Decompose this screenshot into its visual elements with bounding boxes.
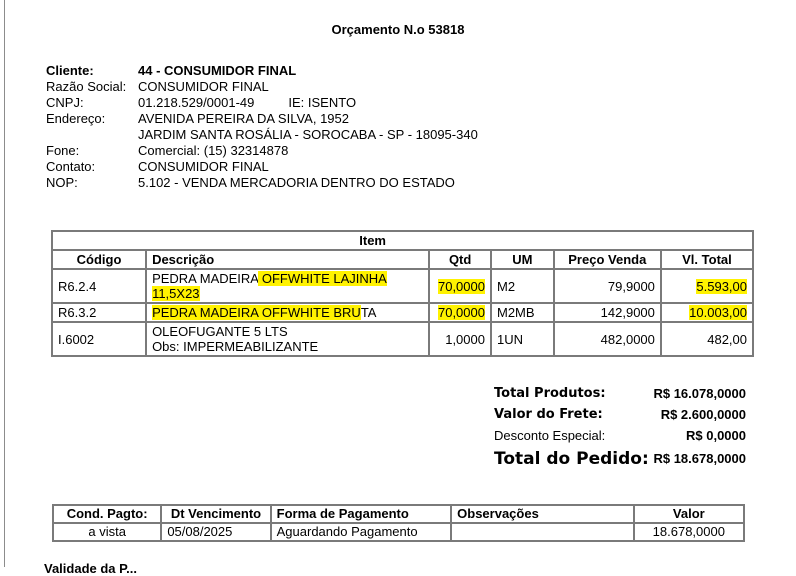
qtd-highlight: 70,0000 — [437, 278, 485, 294]
desc-highlight: 11,5X23 — [152, 286, 200, 301]
valor-frete-label: Valor do Frete: — [494, 407, 603, 422]
total-highlight: 10.003,00 — [689, 305, 747, 320]
items-section-title: Item — [52, 231, 753, 250]
desconto-label: Desconto Especial: — [494, 428, 606, 443]
total-pedido-row — [494, 446, 746, 472]
client-row-nop — [46, 175, 478, 191]
endereco-2-value: JARDIM SANTA ROSÁLIA - SOROCABA - SP - 18095-340 — [138, 127, 478, 142]
validade-label: Validade da P... — [44, 561, 137, 576]
ie-value: IE: ISENTO — [288, 95, 357, 110]
table-row — [52, 269, 753, 303]
payment-table — [52, 504, 745, 542]
fone-label: Fone: — [46, 143, 80, 158]
contato-value: CONSUMIDOR FINAL — [138, 159, 269, 174]
page-left-border — [4, 0, 5, 567]
client-row-razao-social — [46, 79, 478, 95]
desconto-value: R$ 0,0000 — [686, 428, 746, 443]
desconto-row — [494, 425, 746, 446]
endereco-2-label — [46, 127, 138, 143]
col-forma-pagamento: Forma de Pagamento — [271, 505, 452, 523]
total-produtos-label: Total Produtos: — [494, 386, 606, 401]
cell-preco: 79,9000 — [554, 269, 661, 303]
total-highlight: 5.593,00 — [696, 278, 747, 294]
cell-um: M2 — [491, 269, 554, 303]
items-table — [51, 230, 754, 357]
col-descricao: Descrição — [146, 250, 429, 269]
desc-highlight: PEDRA MADEIRA OFFWHITE BRU — [152, 305, 361, 320]
col-cond-pagto: Cond. Pagto: — [53, 505, 161, 523]
table-row — [52, 303, 753, 322]
document-title: Orçamento N.o 53818 — [331, 22, 465, 37]
desc-highlight: OFFWHITE LAJINHA — [258, 271, 387, 286]
desc-obs: Obs: IMPERMEABILIZANTE — [152, 339, 319, 354]
col-vl-total: Vl. Total — [661, 250, 753, 269]
qtd-highlight: 70,0000 — [437, 305, 485, 320]
cell-descricao — [146, 269, 429, 303]
cell-forma-pagamento: Aguardando Pagamento — [271, 523, 452, 541]
cell-codigo: R6.3.2 — [52, 303, 146, 322]
client-info — [46, 63, 478, 191]
client-value: 44 - CONSUMIDOR FINAL — [138, 63, 297, 78]
cell-qtd — [429, 269, 491, 303]
cell-preco: 142,9000 — [554, 303, 661, 322]
col-qtd: Qtd — [429, 250, 491, 269]
cell-um: M2MB — [491, 303, 554, 322]
cell-preco: 482,0000 — [554, 322, 661, 356]
cell-observacoes — [451, 523, 634, 541]
cell-codigo: R6.2.4 — [52, 269, 146, 303]
col-codigo: Código — [52, 250, 146, 269]
client-row-endereco-2 — [46, 127, 478, 143]
cell-dt-vencimento: 05/08/2025 — [161, 523, 270, 541]
items-section-header — [52, 231, 753, 250]
cell-qtd — [429, 303, 491, 322]
items-column-headers — [52, 250, 753, 269]
col-preco-venda: Preço Venda — [554, 250, 661, 269]
totals-block — [494, 383, 746, 472]
col-valor: Valor — [634, 505, 744, 523]
cell-cond-pagto: a vista — [53, 523, 161, 541]
cnpj-value: 01.218.529/0001-49 — [138, 95, 255, 110]
total-pedido-value: R$ 18.678,0000 — [653, 451, 746, 466]
cell-descricao — [146, 322, 429, 356]
client-row-fone — [46, 143, 478, 159]
endereco-label: Endereço: — [46, 111, 106, 126]
desc-part: PEDRA MADEIRA — [152, 271, 259, 286]
client-row-endereco — [46, 111, 478, 127]
cell-valor: 18.678,0000 — [634, 523, 744, 541]
nop-value: 5.102 - VENDA MERCADORIA DENTRO DO ESTADO — [138, 175, 455, 190]
cell-total — [661, 269, 753, 303]
razao-social-label: Razão Social: — [46, 79, 127, 94]
cell-descricao — [146, 303, 429, 322]
client-row-contato — [46, 159, 478, 175]
payment-row — [53, 523, 744, 541]
desc-part: OLEOFUGANTE 5 LTS — [152, 324, 288, 339]
fone-value: Comercial: (15) 32314878 — [138, 143, 289, 158]
valor-frete-value: R$ 2.600,0000 — [660, 407, 746, 422]
total-produtos-value: R$ 16.078,0000 — [653, 386, 746, 401]
client-row-cliente — [46, 63, 478, 79]
endereco-value: AVENIDA PEREIRA DA SILVA, 1952 — [138, 111, 349, 126]
cell-codigo: I.6002 — [52, 322, 146, 356]
cell-total: 482,00 — [661, 322, 753, 356]
cell-total — [661, 303, 753, 322]
valor-frete-row — [494, 404, 746, 425]
cell-um: 1UN — [491, 322, 554, 356]
nop-label: NOP: — [46, 175, 78, 190]
col-dt-vencimento: Dt Vencimento — [161, 505, 270, 523]
total-pedido-label: Total do Pedido: — [494, 449, 649, 469]
client-row-cnpj — [46, 95, 478, 111]
col-um: UM — [491, 250, 554, 269]
razao-social-value: CONSUMIDOR FINAL — [138, 79, 269, 94]
payment-header-row — [53, 505, 744, 523]
cell-qtd: 1,0000 — [429, 322, 491, 356]
desc-part: TA — [360, 305, 377, 320]
table-row — [52, 322, 753, 356]
col-observacoes: Observações — [451, 505, 634, 523]
client-label: Cliente: — [46, 63, 94, 78]
total-produtos-row — [494, 383, 746, 404]
contato-label: Contato: — [46, 159, 96, 174]
cnpj-label: CNPJ: — [46, 95, 84, 110]
